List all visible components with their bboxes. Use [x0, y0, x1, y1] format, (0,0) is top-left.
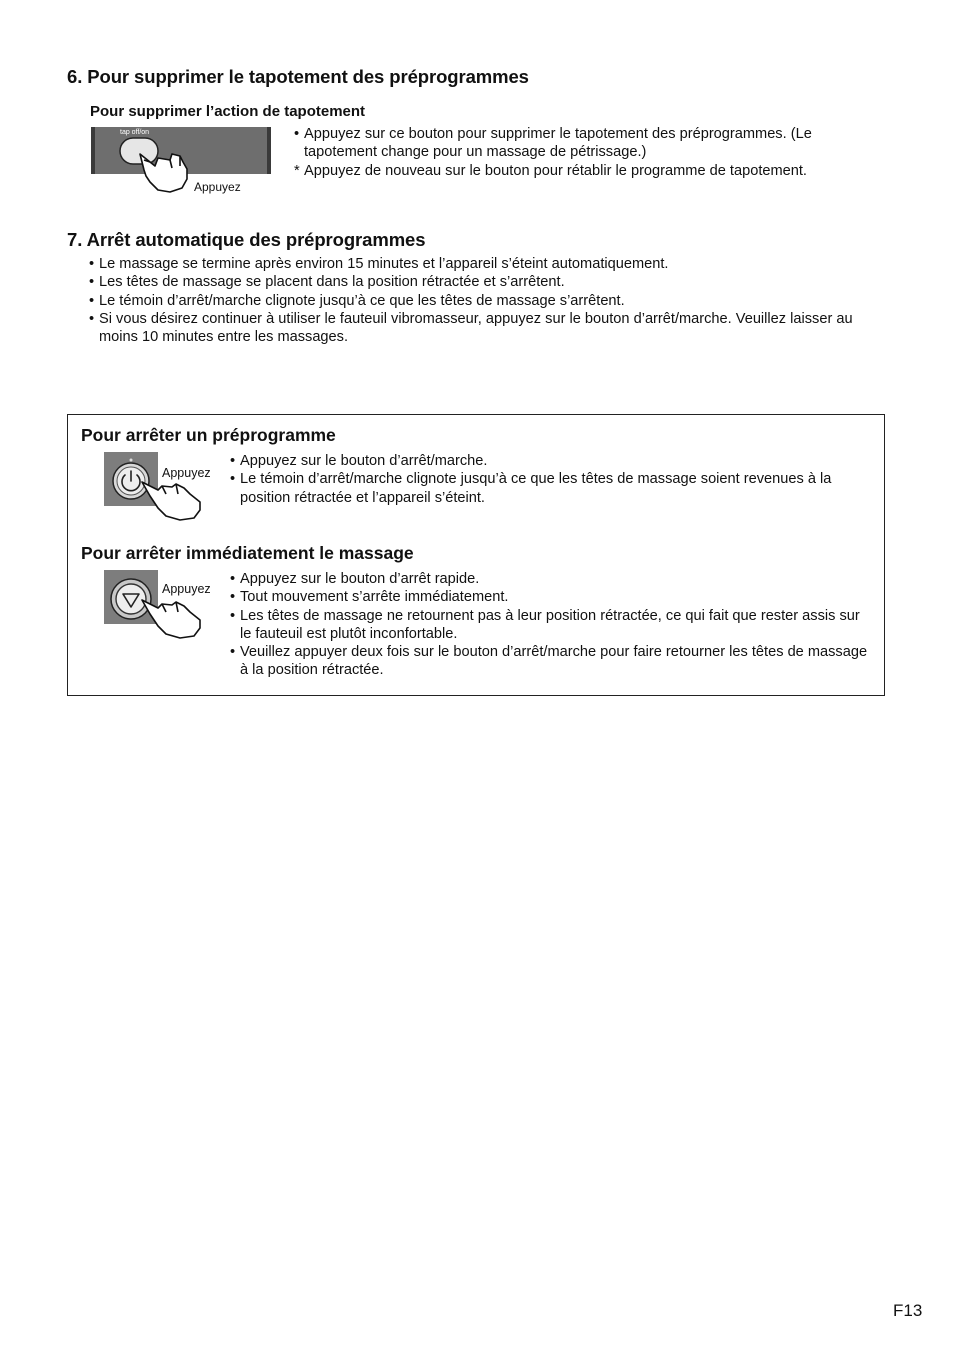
bullet-mark: • [230, 607, 236, 624]
stop-button-illustration [104, 570, 220, 640]
list-item-text: Le témoin d’arrêt/marche clignote jusqu’à ce que les têtes de massage soient revenues à la position rétractée et l’appareil s’éteint. [240, 471, 832, 506]
power-button-illustration [104, 452, 220, 522]
list-item-text: Si vous désirez continuer à utiliser le fauteuil vibromasseur, appuyez sur le bouton d’arrêt/marche. Veuillez laisser au moins 10 minutes entre les massages. [99, 310, 853, 346]
press-label: Appuyez [194, 180, 241, 194]
bullet-mark: • [294, 126, 300, 142]
bullet-mark: * [294, 162, 300, 179]
section-6-subtitle: Pour supprimer l’action de tapotement [90, 103, 366, 120]
list-item [230, 452, 870, 470]
press-label: Appuyez [162, 466, 211, 480]
list-item [89, 292, 869, 310]
list-item-text: Appuyez sur ce bouton pour supprimer le tapotement des préprogrammes. (Le tapotement change pour un massage de pétrissage.) [304, 126, 812, 161]
bullet-mark: • [89, 274, 95, 291]
section-7-title: 7. Arrêt automatique des préprogrammes [67, 229, 426, 250]
list-item [89, 310, 869, 347]
tap-button-label: tap off/on [120, 129, 150, 136]
list-item-text: Les têtes de massage ne retournent pas à leur position rétractée, ce qui fait que rester assis sur le fauteuil est plutôt inconfortable. [240, 607, 860, 642]
press-label: Appuyez [162, 582, 211, 596]
stop-program-list [230, 452, 870, 507]
stop-now-list [230, 570, 870, 680]
list-item [89, 255, 869, 273]
bullet-mark: • [230, 589, 236, 606]
bullet-mark: • [230, 453, 236, 469]
list-item [230, 570, 870, 588]
section-6-title: 6. Pour supprimer le tapotement des préprogrammes [67, 66, 529, 87]
bullet-mark: • [230, 644, 236, 661]
list-item [230, 607, 870, 644]
list-item-text: Appuyez de nouveau sur le bouton pour rétablir le programme de tapotement. [304, 162, 807, 179]
bullet-mark: • [89, 292, 95, 309]
pointing-hand-icon [140, 154, 187, 192]
section-7-list [89, 255, 869, 346]
list-item-text: Le massage se termine après environ 15 minutes et l’appareil s’éteint automatiquement. [99, 256, 669, 272]
stop-program-title: Pour arrêter un préprogramme [81, 425, 336, 445]
list-item-text: Appuyez sur le bouton d’arrêt rapide. [240, 571, 480, 587]
list-item-text: Le témoin d’arrêt/marche clignote jusqu’à ce que les têtes de massage s’arrêtent. [99, 292, 625, 309]
bullet-mark: • [89, 310, 95, 327]
list-item-text: Veuillez appuyer deux fois sur le bouton d’arrêt/marche pour faire retourner les têtes de massage à la position rétractée. [240, 644, 868, 679]
bullet-mark: • [230, 571, 236, 587]
list-item-text: Tout mouvement s’arrête immédiatement. [240, 589, 509, 606]
stop-now-title: Pour arrêter immédiatement le massage [81, 543, 414, 563]
page-number: F13 [893, 1301, 923, 1320]
list-item [230, 588, 870, 606]
section-6-list [294, 125, 874, 180]
bullet-mark: • [89, 256, 95, 272]
tap-button-panel [88, 124, 278, 196]
list-item-text: Les têtes de massage se placent dans la position rétractée et s’arrêtent. [99, 274, 565, 291]
tap-button-illustration [88, 124, 278, 196]
list-item [294, 125, 874, 162]
list-item [89, 273, 869, 291]
list-item [294, 162, 874, 180]
list-item [230, 470, 870, 507]
list-item [230, 643, 870, 680]
list-item-text: Appuyez sur le bouton d’arrêt/marche. [240, 453, 488, 469]
bullet-mark: • [230, 471, 236, 488]
